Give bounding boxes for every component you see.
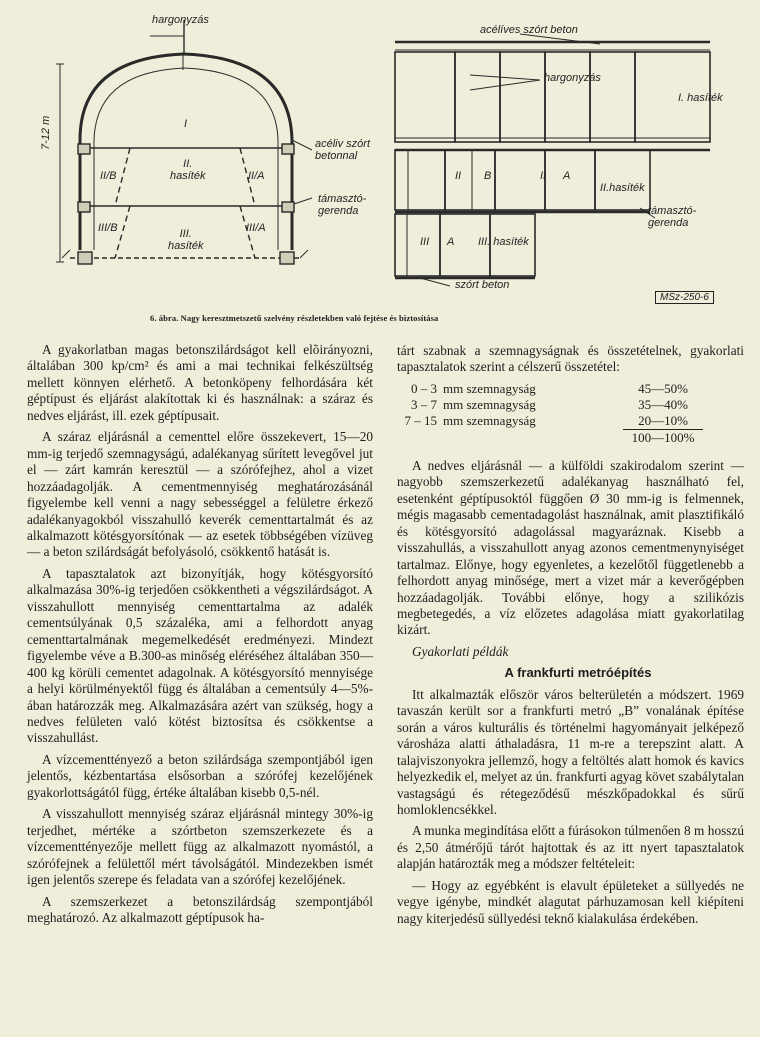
table-cell: 3 – 7 bbox=[411, 396, 437, 412]
label-hargonyzas-right: hargonyzás bbox=[544, 72, 601, 84]
label-r-ii2: II bbox=[540, 170, 547, 182]
grain-size-table bbox=[397, 381, 744, 446]
label-r-b: B bbox=[484, 170, 492, 182]
table-total: 100—100% bbox=[623, 429, 703, 446]
standard-stamp: MSz-250-6 bbox=[655, 291, 714, 304]
figure-caption: 6. ábra. Nagy keresztmetszetű szelvény részletekben való fejtése és biztosítása bbox=[150, 313, 439, 323]
label-ii-hasitek-right: II.hasíték bbox=[600, 182, 645, 194]
label-r-iii: III bbox=[420, 236, 430, 248]
tunnel-cross-section-diagram bbox=[0, 0, 760, 330]
table-cell: mm szemnagyság bbox=[443, 412, 536, 428]
table-row bbox=[397, 397, 744, 413]
label-iiia: III/A bbox=[246, 222, 266, 234]
paragraph: A visszahullott mennyiség száraz eljárásnál mintegy 30%-ig terjedhet, mértéke a szórtbeton szemszerkezete és a vízcementtényezője mellett függ az alkalmazott nyomástól, a szórófejnek a felülettől mért távolságától. Mindezekben ismét igen jelentős szerepe és feladata van a szórófej kezelőjének. bbox=[27, 806, 373, 888]
paragraph: — Hogy az egyébként is elavult épületeket a süllyedés ne vegye igénybe, mindkét alagutat párhuzamosan kell kiépíteni nagy kiterjedésű süllyedési teknő kialakulása érdekében. bbox=[397, 877, 744, 926]
label-iii-hasitek: III. hasíték bbox=[168, 228, 204, 252]
table-cell: 7 – 15 bbox=[404, 412, 437, 428]
label-tamaszto-right: támasztó- gerenda bbox=[648, 205, 697, 229]
label-height: 7-12 m bbox=[40, 115, 52, 150]
table-row bbox=[397, 381, 744, 397]
label-r-ii: II bbox=[455, 170, 462, 182]
left-column bbox=[27, 342, 373, 931]
paragraph: A tapasztalatok azt bizonyítják, hogy kötésgyorsító alkalmazása 30%-ig terjedően csökkentheti a végszilárdságot. A visszahullott mennyiség cementtartalma az adalék cementsúlyának 0,5 százaléka, ami a felhordott anyag cementtartalmának megemelkedését eredményezi. Mindezt figyelembe véve a B.300-as minőség eléréséhez általában 350—400 kg körüli cementet adagolnak. A kötésgyorsító mennyisége a helyi körülményektől függ és általában a cementsúly 4—5%-ában határozzák meg. Alkalmazására azért van szükség, hogy a nedves felületen való kötést biztosítsa és csökkentse a visszahullást. bbox=[27, 565, 373, 746]
table-cell: 35—40% bbox=[638, 396, 688, 412]
subheading: Gyakorlati példák bbox=[412, 643, 509, 659]
section-heading: A frankfurti metróépítés bbox=[504, 665, 652, 681]
paragraph: Itt alkalmazták először város belterületén a módszert. 1969 tavaszán került sor a frankfurti metró „B” vonalának építése során a város kulturális és történelmi hagyományait jelképező városháza alatti áthaladásra, 11 m-re a terepszint alatt. A talajviszonyokra jellemző, hogy a feltöltés alatt homok és kavics helyezkedik el, melyet az ún. frankfurti agyag követ szabálytalan vastagságú és rétegeződésű mészkőpadokkal és sűrű homloklencsékkel. bbox=[397, 686, 744, 817]
paragraph: A nedves eljárásnál — a külföldi szakirodalom szerint — nagyobb szemszerkezetű adalékanyag használható fel, esetenként géptípusoktól függően Ø 30 mm-ig is felmennek, mégis magasabb cementadagolást használnak, amit plasztifikáló és kötésgyorsító adagolással magyaráznak. Kisebb a visszahullás, a visszahullott anyag azonos cementmenynyiséget tartalmaz. Előnye, hogy egyenletes, a kezelőtől függetlenebb a felhordott anyag minősége, mert a vizet már a keverőgépben hozzáadagolják. További előnye, hogy a szilikózis megbetegedés, a víz előzetes adagolása miatt gyakorlatilag kizárt. bbox=[397, 457, 744, 638]
label-szort-beton: szórt beton bbox=[455, 279, 510, 291]
label-r-a: A bbox=[563, 170, 571, 182]
paragraph: A munka megindítása előtt a fúrásokon túlmenően 8 m hosszú és 2,50 átmérőjű tárót hajtottak és az itt nyert tapasztalatok alapján határozták meg a módszer feltételeit: bbox=[397, 823, 744, 872]
table-row bbox=[397, 413, 744, 429]
paragraph: A gyakorlatban magas betonszilárdságot kell elõirányozni, általában 300 kp/cm² és ami a mai technikai felkészültség mellett könnyen elérhető. A betonköpeny felhordására két géptípust és eljárást alakítottak ki és használnak: a száraz és nedves eljárást, ill. ezek géptípusait. bbox=[27, 342, 373, 423]
paragraph: A vízcementtényező a beton szilárdsága szempontjából igen jelentős, kézbentartása elsősorban a szórófej kezelőjének gyakorlottságától függ, értéke általában kisebb 0,5-nél. bbox=[27, 751, 373, 800]
label-iiib: III/B bbox=[98, 222, 118, 234]
label-r-a2: A bbox=[447, 236, 455, 248]
figure bbox=[0, 0, 760, 330]
label-ii-hasitek: II. hasíték bbox=[170, 158, 206, 182]
label-aceliv-szort-beton: acélíves szórt beton bbox=[480, 24, 578, 36]
right-column bbox=[397, 343, 744, 932]
label-iib: II/B bbox=[100, 170, 117, 182]
table-cell: mm szemnagyság bbox=[443, 380, 536, 396]
label-aceliv-left: acéliv szórt betonnal bbox=[315, 138, 371, 162]
label-iii-hasitek-right: III. hasíték bbox=[478, 236, 529, 248]
table-cell: 45—50% bbox=[638, 380, 688, 396]
label-arch-i: I bbox=[184, 118, 188, 130]
paragraph: tárt szabnak a szemnagyságnak és összetételnek, gyakorlati tapasztalatok szerint a célszerű összetétel: bbox=[397, 343, 744, 375]
label-tamaszto-left: támasztó- gerenda bbox=[318, 193, 367, 217]
paragraph: A száraz eljárásnál a cementtel előre összekevert, 15—20 mm-ig terjedő szemnagyságú, adalékanyag sűrített levegővel jut el — zárt kamrán keresztül — a szórófejhez, ahol a vizet hozzáadagolják. A cementmennyiség meghatározásánál figyelembe kell venni a nagy sebességgel a felületre érkező adalékanyagokból visszahulló keverék cementtartalmát és az alkalmazott kötésgyorsítónak — az esetek többségében vízüveg — a beton szilárdságát befolyásoló, csökkentő hatását is. bbox=[27, 429, 373, 560]
paragraph: A szemszerkezet a betonszilárdság szempontjából meghatározó. Az alkalmazott géptípusok ha- bbox=[27, 893, 373, 925]
table-cell: mm szemnagyság bbox=[443, 396, 536, 412]
label-i-hasitek: I. hasíték bbox=[678, 92, 723, 104]
table-cell: 20—10% bbox=[638, 412, 688, 428]
label-iia: II/A bbox=[248, 170, 265, 182]
label-hargonyzas-top: hargonyzás bbox=[152, 14, 209, 26]
table-cell: 0 – 3 bbox=[411, 380, 437, 396]
